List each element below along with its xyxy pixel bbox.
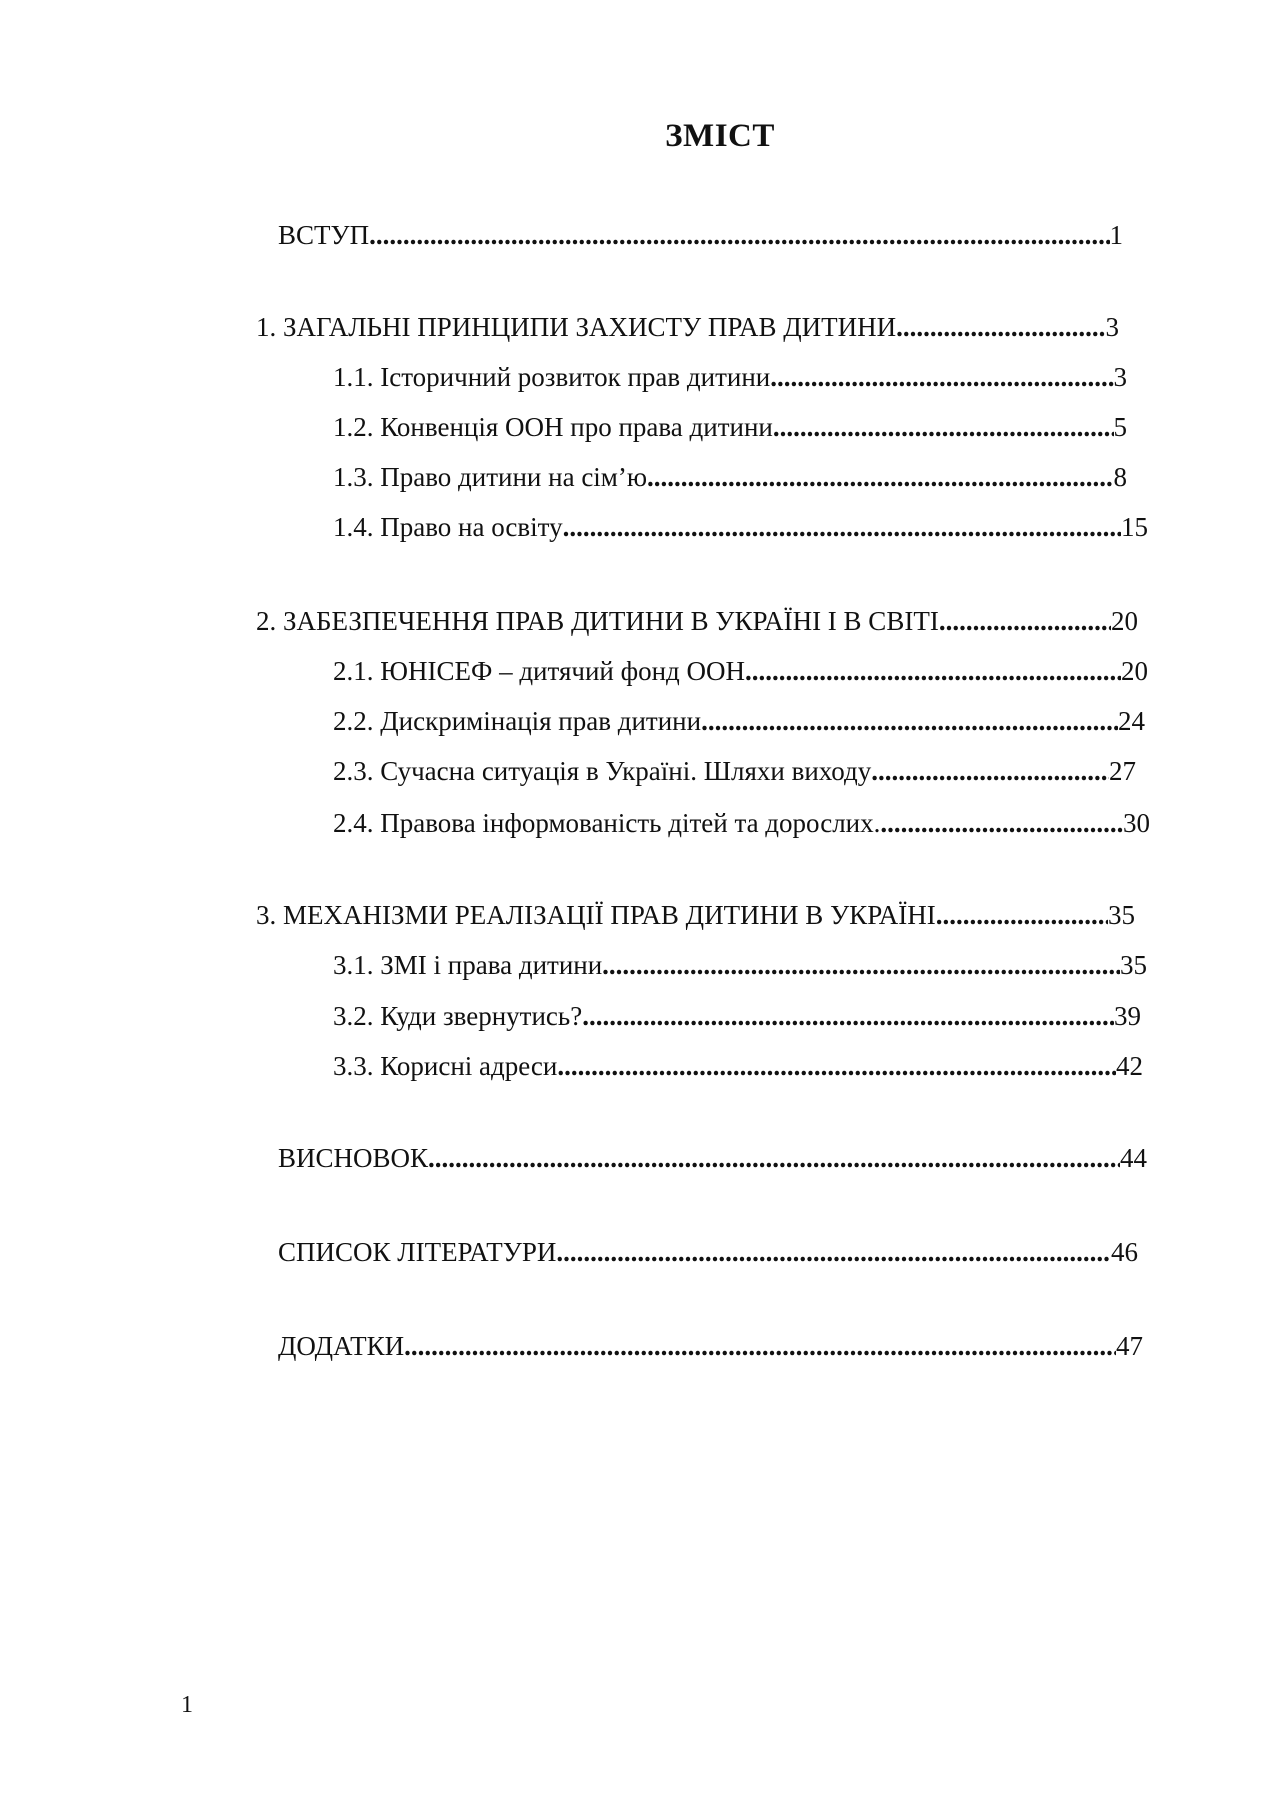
toc-entry-page: 27: [1109, 756, 1136, 786]
toc-entry-label: 2.2. Дискримінація прав дитини: [333, 706, 702, 736]
toc-entry-page: 20: [1111, 606, 1138, 636]
toc-leader-dots: [939, 606, 1111, 637]
toc-entry-label: 3.2. Куди звернутись?: [333, 1001, 583, 1031]
toc-entry-page: 46: [1111, 1237, 1138, 1267]
toc-entry-3-3: [333, 1051, 1143, 1082]
toc-leader-dots: [556, 1237, 1111, 1268]
toc-entry-conclusion: [278, 1143, 1147, 1174]
toc-entry-1-3: [333, 462, 1127, 493]
toc-leader-dots: [880, 808, 1123, 839]
toc-entry-page: 1: [1109, 220, 1123, 250]
toc-entry-page: 44: [1120, 1143, 1147, 1173]
toc-entry-intro: [278, 220, 1123, 251]
toc-entry-2-2: [333, 706, 1145, 737]
toc-entry-2-4: [333, 808, 1150, 839]
toc-entry-label: СПИСОК ЛІТЕРАТУРИ: [278, 1237, 557, 1267]
toc-entry-3-1: [333, 950, 1147, 981]
toc-entry-label: 3.1. ЗМІ і права дитини: [333, 950, 603, 980]
toc-entry-1-1: [333, 362, 1127, 393]
toc-entry-3-2: [333, 1001, 1141, 1032]
toc-entry-label: ВСТУП: [278, 220, 370, 250]
toc-entry-label: 2.3. Сучасна ситуація в Україні. Шляхи виходу: [333, 756, 872, 786]
toc-entry-label: 1. ЗАГАЛЬНІ ПРИНЦИПИ ЗАХИСТУ ПРАВ ДИТИНИ: [256, 312, 897, 342]
footer-page-number: 1: [181, 1692, 193, 1718]
toc-entry-chapter-2: [256, 606, 1138, 637]
toc-entry-page: 20: [1121, 656, 1148, 686]
toc-entry-page: 24: [1118, 706, 1145, 736]
toc-leader-dots: [896, 312, 1105, 343]
toc-entry-label: 1.3. Право дитини на сім’ю: [333, 462, 648, 492]
toc-entry-page: 42: [1116, 1051, 1143, 1081]
toc-entry-label: 2. ЗАБЕЗПЕЧЕННЯ ПРАВ ДИТИНИ В УКРАЇНІ І В СВІТІ: [256, 606, 939, 636]
toc-leader-dots: [647, 462, 1113, 493]
toc-entry-label: ДОДАТКИ: [278, 1331, 405, 1361]
toc-entry-1-2: [333, 412, 1127, 443]
toc-entry-page: 5: [1113, 412, 1127, 442]
toc-entry-2-1: [333, 656, 1148, 687]
toc-entry-page: 39: [1114, 1001, 1141, 1031]
toc-entry-chapter-3: [256, 900, 1135, 931]
toc-entry-chapter-1: [256, 312, 1119, 343]
toc-entry-page: 47: [1116, 1331, 1143, 1361]
toc-entry-label: 2.1. ЮНІСЕФ – дитячий фонд ООН: [333, 656, 746, 686]
toc-entry-label: ВИСНОВОК: [278, 1143, 429, 1173]
toc-entry-page: 30: [1123, 808, 1150, 838]
toc-entry-1-4: [333, 512, 1148, 543]
toc-entry-label: 3.3. Корисні адреси: [333, 1051, 558, 1081]
toc-leader-dots: [936, 900, 1108, 931]
toc-entry-bibliography: [278, 1237, 1138, 1268]
toc-entry-2-3: [333, 756, 1136, 787]
toc-entry-label: 2.4. Правова інформованість дітей та дорослих.: [333, 808, 881, 838]
page-title: ЗМІСТ: [665, 118, 775, 154]
toc-leader-dots: [770, 362, 1113, 393]
toc-leader-dots: [563, 512, 1121, 543]
toc-entry-page: 8: [1113, 462, 1127, 492]
toc-leader-dots: [773, 412, 1114, 443]
toc-entry-label: 1.1. Історичний розвиток прав дитини: [333, 362, 771, 392]
toc-entry-page: 3: [1113, 362, 1127, 392]
toc-entry-page: 35: [1120, 950, 1147, 980]
toc-entry-appendices: [278, 1331, 1143, 1362]
toc-entry-page: 15: [1121, 512, 1148, 542]
toc-leader-dots: [557, 1051, 1116, 1082]
toc-leader-dots: [582, 1001, 1114, 1032]
toc-leader-dots: [745, 656, 1121, 687]
toc-leader-dots: [428, 1143, 1120, 1174]
toc-leader-dots: [871, 756, 1109, 787]
toc-entry-page: 3: [1105, 312, 1119, 342]
toc-entry-page: 35: [1108, 900, 1135, 930]
toc-leader-dots: [701, 706, 1118, 737]
toc-entry-label: 1.4. Право на освіту: [333, 512, 563, 542]
toc-entry-label: 3. МЕХАНІЗМИ РЕАЛІЗАЦІЇ ПРАВ ДИТИНИ В УКРАЇНІ: [256, 900, 936, 930]
toc-leader-dots: [404, 1331, 1116, 1362]
toc-leader-dots: [369, 220, 1109, 251]
toc-leader-dots: [602, 950, 1120, 981]
toc-entry-label: 1.2. Конвенція ООН про права дитини: [333, 412, 773, 442]
